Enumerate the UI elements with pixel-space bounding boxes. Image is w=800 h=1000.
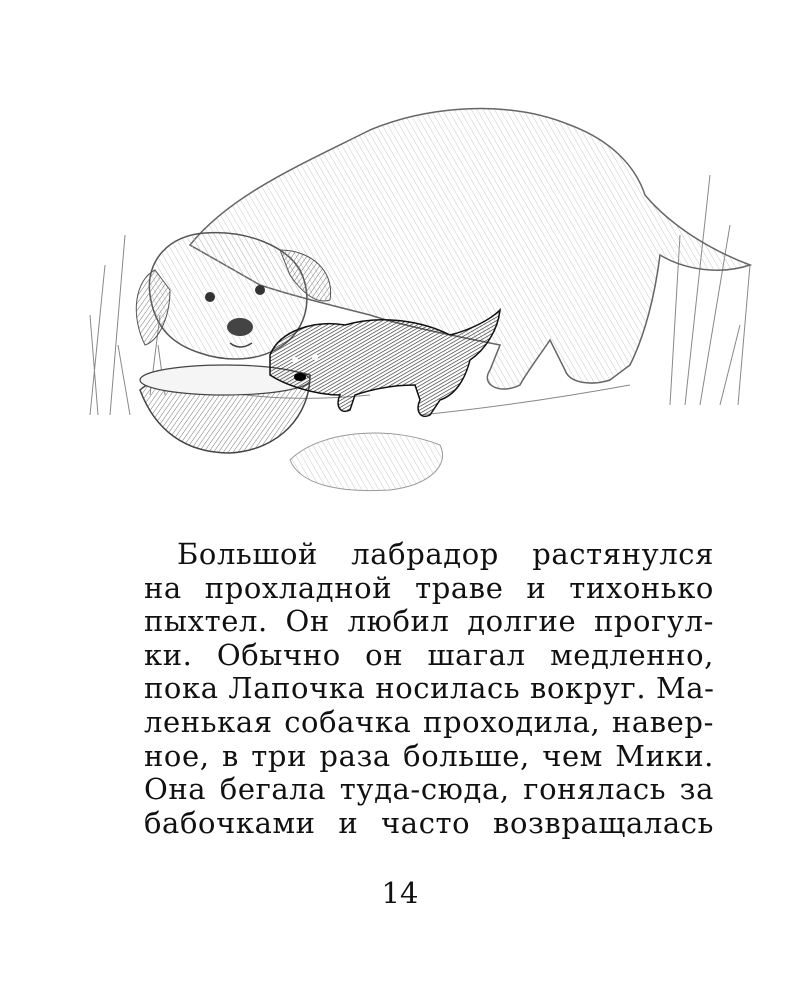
text-line: ное, в три раза больше, чем Мики. xyxy=(144,738,714,773)
text-line: Большой лабрадор растянулся xyxy=(177,537,714,571)
text-line: бабочками и часто возвращалась xyxy=(144,805,714,840)
text-line: Она бегала туда-сюда, гонялась за xyxy=(144,772,714,807)
text-line: на прохладной траве и тихонько xyxy=(144,570,714,605)
dog-and-puppy-illustration xyxy=(70,85,770,505)
page-number: 14 xyxy=(381,876,419,910)
stone xyxy=(290,433,443,491)
text-line: пыхтел. Он любил долгие прогул- xyxy=(144,604,714,639)
text-line: ленькая собачка проходила, навер- xyxy=(144,704,714,739)
body-text xyxy=(144,538,714,840)
text-line: ки. Обычно он шагал медленно, xyxy=(144,637,714,672)
text-line: пока Лапочка носилась вокруг. Ма- xyxy=(144,671,715,706)
